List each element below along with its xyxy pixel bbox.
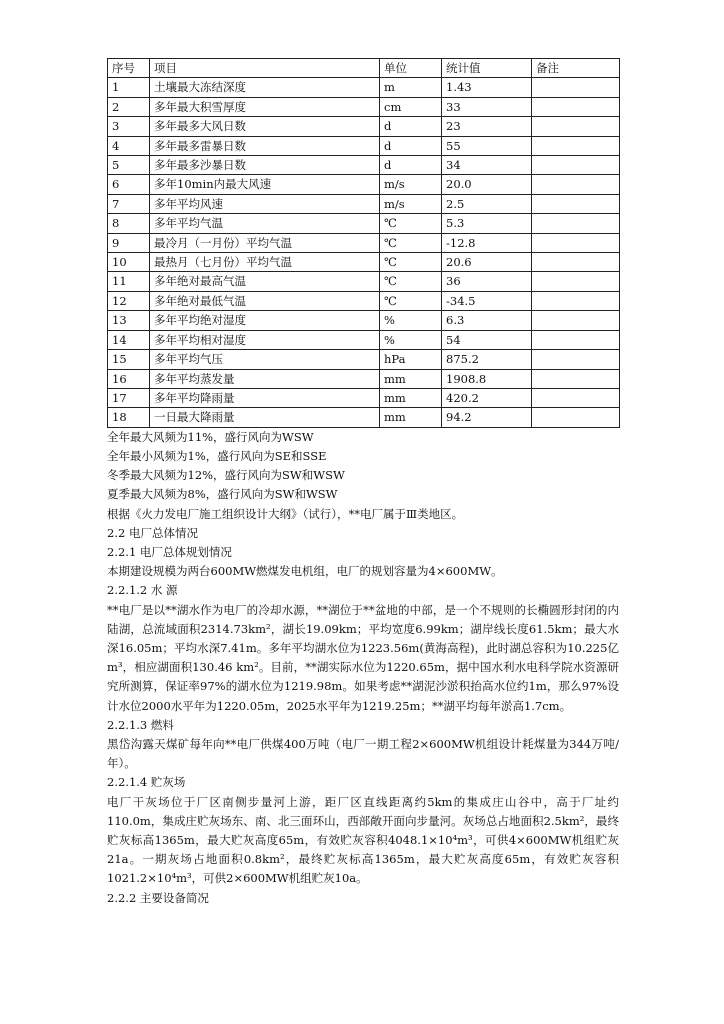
cell-index: 11 bbox=[108, 272, 150, 291]
cell-item: 多年平均绝对湿度 bbox=[150, 311, 380, 330]
table-row bbox=[108, 369, 620, 388]
header-remark: 备注 bbox=[532, 59, 620, 78]
table-row bbox=[108, 136, 620, 155]
cell-remark bbox=[532, 408, 620, 427]
cell-remark bbox=[532, 330, 620, 349]
header-index: 序号 bbox=[108, 59, 150, 78]
cell-unit: ℃ bbox=[380, 233, 442, 252]
wind-line: 冬季最大风频为12%，盛行风向为SW和WSW bbox=[107, 468, 345, 483]
cell-index: 4 bbox=[108, 136, 150, 155]
cell-remark bbox=[532, 369, 620, 388]
cell-value: 5.3 bbox=[442, 214, 532, 233]
table-row bbox=[108, 291, 620, 310]
cell-index: 10 bbox=[108, 253, 150, 272]
cell-index: 12 bbox=[108, 291, 150, 310]
cell-item: 多年最多大风日数 bbox=[150, 117, 380, 136]
cell-index: 16 bbox=[108, 369, 150, 388]
cell-item: 最热月（七月份）平均气温 bbox=[150, 253, 380, 272]
cell-value: -12.8 bbox=[442, 233, 532, 252]
table-row bbox=[108, 330, 620, 349]
section-heading: 2.2.1.4 贮灰场 bbox=[107, 775, 186, 790]
cell-value: 94.2 bbox=[442, 408, 532, 427]
table-header-row bbox=[108, 59, 620, 78]
table-row bbox=[108, 388, 620, 407]
table-row bbox=[108, 253, 620, 272]
cell-unit: mm bbox=[380, 388, 442, 407]
cell-item: 多年平均蒸发量 bbox=[150, 369, 380, 388]
cell-remark bbox=[532, 233, 620, 252]
cell-unit: mm bbox=[380, 408, 442, 427]
cell-item: 多年绝对最低气温 bbox=[150, 291, 380, 310]
cell-item: 最冷月（一月份）平均气温 bbox=[150, 233, 380, 252]
section-heading: 2.2.2 主要设备简况 bbox=[107, 890, 209, 905]
cell-item: 多年平均相对湿度 bbox=[150, 330, 380, 349]
cell-unit: d bbox=[380, 156, 442, 175]
cell-index: 14 bbox=[108, 330, 150, 349]
cell-value: 36 bbox=[442, 272, 532, 291]
cell-item: 多年平均风速 bbox=[150, 194, 380, 213]
cell-remark bbox=[532, 78, 620, 97]
cell-index: 13 bbox=[108, 311, 150, 330]
cell-value: 2.5 bbox=[442, 194, 532, 213]
cell-index: 7 bbox=[108, 194, 150, 213]
header-item: 项目 bbox=[150, 59, 380, 78]
cell-remark bbox=[532, 136, 620, 155]
cell-value: 1.43 bbox=[442, 78, 532, 97]
paragraph: **电厂是以**湖水作为电厂的冷却水源，**湖位于**盆地的中部，是一个不规则的长椭圆形封闭的内陆湖，总流域面积2314.73km²，湖长19.09km；平均宽度6.99km；湖岸线长度61.5km；最大水深16.05m；平均水深7.41m。多年平均湖水位为1223.56m(黄海高程)，此时湖总容积为10.225亿m³，相应湖面积130.46 km²。目前，**湖实际水位为1220.65m，据中国水利水电科学院水资源研究所测算，保证率97%的湖水位为1219.98m。如果考虑**湖泥沙淤积抬高水位约1m，那么97%设计水位2000水平年为1220.05m，2025水平年为1219.25m；**湖平均每年淤高1.7cm。 bbox=[107, 602, 619, 713]
cell-index: 17 bbox=[108, 388, 150, 407]
cell-item: 一日最大降雨量 bbox=[150, 408, 380, 427]
header-value: 统计值 bbox=[442, 59, 532, 78]
cell-index: 15 bbox=[108, 350, 150, 369]
cell-remark bbox=[532, 214, 620, 233]
cell-index: 3 bbox=[108, 117, 150, 136]
cell-remark bbox=[532, 194, 620, 213]
section-heading: 2.2.1.3 燃料 bbox=[107, 717, 174, 732]
table-row bbox=[108, 117, 620, 136]
cell-unit: m/s bbox=[380, 194, 442, 213]
table-row bbox=[108, 97, 620, 116]
region-note: 根据《火力发电厂施工组织设计大纲》（试行），**电厂属于Ⅲ类地区。 bbox=[107, 506, 464, 521]
cell-remark bbox=[532, 388, 620, 407]
table-row bbox=[108, 233, 620, 252]
table-row bbox=[108, 408, 620, 427]
cell-value: 34 bbox=[442, 156, 532, 175]
paragraph: 本期建设规模为两台600MW燃煤发电机组，电厂的规划容量为4×600MW。 bbox=[107, 564, 503, 579]
cell-unit: m/s bbox=[380, 175, 442, 194]
cell-remark bbox=[532, 117, 620, 136]
cell-unit: ℃ bbox=[380, 214, 442, 233]
body-text bbox=[107, 428, 619, 908]
table-row bbox=[108, 350, 620, 369]
cell-item: 土壤最大冻结深度 bbox=[150, 78, 380, 97]
cell-item: 多年平均气温 bbox=[150, 214, 380, 233]
cell-item: 多年10min内最大风速 bbox=[150, 175, 380, 194]
cell-index: 1 bbox=[108, 78, 150, 97]
cell-unit: ℃ bbox=[380, 291, 442, 310]
cell-unit: cm bbox=[380, 97, 442, 116]
cell-unit: ℃ bbox=[380, 253, 442, 272]
cell-unit: % bbox=[380, 330, 442, 349]
cell-value: 20.0 bbox=[442, 175, 532, 194]
cell-index: 2 bbox=[108, 97, 150, 116]
cell-remark bbox=[532, 350, 620, 369]
paragraph: 电厂干灰场位于厂区南侧步量河上游，距厂区直线距离约5km的集成庄山谷中，高于厂址约110.0m，集成庄贮灰场东、南、北三面环山，西部敞开面向步量河。灰场总占地面积2.5km²，最终贮灰标高1365m，最大贮灰高度65m，有效贮灰容积4048.1×10⁴m³，可供4×600MW机组贮灰21a。一期灰场占地面积0.8km²，最终贮灰标高1365m，最大贮灰高度65m，有效贮灰容积1021.2×10⁴m³，可供2×600MW机组贮灰10a。 bbox=[107, 794, 619, 886]
cell-item: 多年最大积雪厚度 bbox=[150, 97, 380, 116]
table-row bbox=[108, 214, 620, 233]
wind-line: 全年最小风频为1%，盛行风向为SE和SSE bbox=[107, 448, 327, 463]
cell-remark bbox=[532, 272, 620, 291]
cell-remark bbox=[532, 291, 620, 310]
cell-value: 20.6 bbox=[442, 253, 532, 272]
climate-stats-table bbox=[107, 58, 620, 428]
cell-item: 多年最多雷暴日数 bbox=[150, 136, 380, 155]
wind-line: 夏季最大风频为8%，盛行风向为SW和WSW bbox=[107, 487, 338, 502]
section-heading: 2.2.1 电厂总体规划情况 bbox=[107, 544, 232, 559]
cell-remark bbox=[532, 97, 620, 116]
cell-value: 23 bbox=[442, 117, 532, 136]
cell-item: 多年绝对最高气温 bbox=[150, 272, 380, 291]
cell-index: 18 bbox=[108, 408, 150, 427]
cell-remark bbox=[532, 311, 620, 330]
cell-value: 875.2 bbox=[442, 350, 532, 369]
cell-item: 多年最多沙暴日数 bbox=[150, 156, 380, 175]
cell-index: 9 bbox=[108, 233, 150, 252]
table-row bbox=[108, 175, 620, 194]
table-row bbox=[108, 156, 620, 175]
cell-index: 8 bbox=[108, 214, 150, 233]
cell-item: 多年平均气压 bbox=[150, 350, 380, 369]
cell-unit: mm bbox=[380, 369, 442, 388]
cell-unit: d bbox=[380, 117, 442, 136]
cell-item: 多年平均降雨量 bbox=[150, 388, 380, 407]
cell-index: 5 bbox=[108, 156, 150, 175]
cell-unit: d bbox=[380, 136, 442, 155]
cell-index: 6 bbox=[108, 175, 150, 194]
cell-value: 1908.8 bbox=[442, 369, 532, 388]
cell-remark bbox=[532, 253, 620, 272]
table-row bbox=[108, 194, 620, 213]
table-row bbox=[108, 311, 620, 330]
section-heading: 2.2 电厂总体情况 bbox=[107, 525, 198, 540]
cell-value: 6.3 bbox=[442, 311, 532, 330]
header-unit: 单位 bbox=[380, 59, 442, 78]
table-row bbox=[108, 272, 620, 291]
cell-value: 54 bbox=[442, 330, 532, 349]
document-page bbox=[107, 58, 619, 908]
wind-line: 全年最大风频为11%，盛行风向为WSW bbox=[107, 429, 314, 444]
cell-value: 55 bbox=[442, 136, 532, 155]
cell-unit: ℃ bbox=[380, 272, 442, 291]
table-row bbox=[108, 78, 620, 97]
paragraph: 黑岱沟露天煤矿每年向**电厂供煤400万吨（电厂一期工程2×600MW机组设计耗煤量为344万吨/年）。 bbox=[107, 736, 619, 771]
cell-value: -34.5 bbox=[442, 291, 532, 310]
cell-remark bbox=[532, 156, 620, 175]
cell-value: 420.2 bbox=[442, 388, 532, 407]
section-heading: 2.2.1.2 水 源 bbox=[107, 583, 178, 598]
cell-unit: % bbox=[380, 311, 442, 330]
cell-unit: hPa bbox=[380, 350, 442, 369]
cell-value: 33 bbox=[442, 97, 532, 116]
cell-remark bbox=[532, 175, 620, 194]
table-body bbox=[108, 78, 620, 427]
cell-unit: m bbox=[380, 78, 442, 97]
